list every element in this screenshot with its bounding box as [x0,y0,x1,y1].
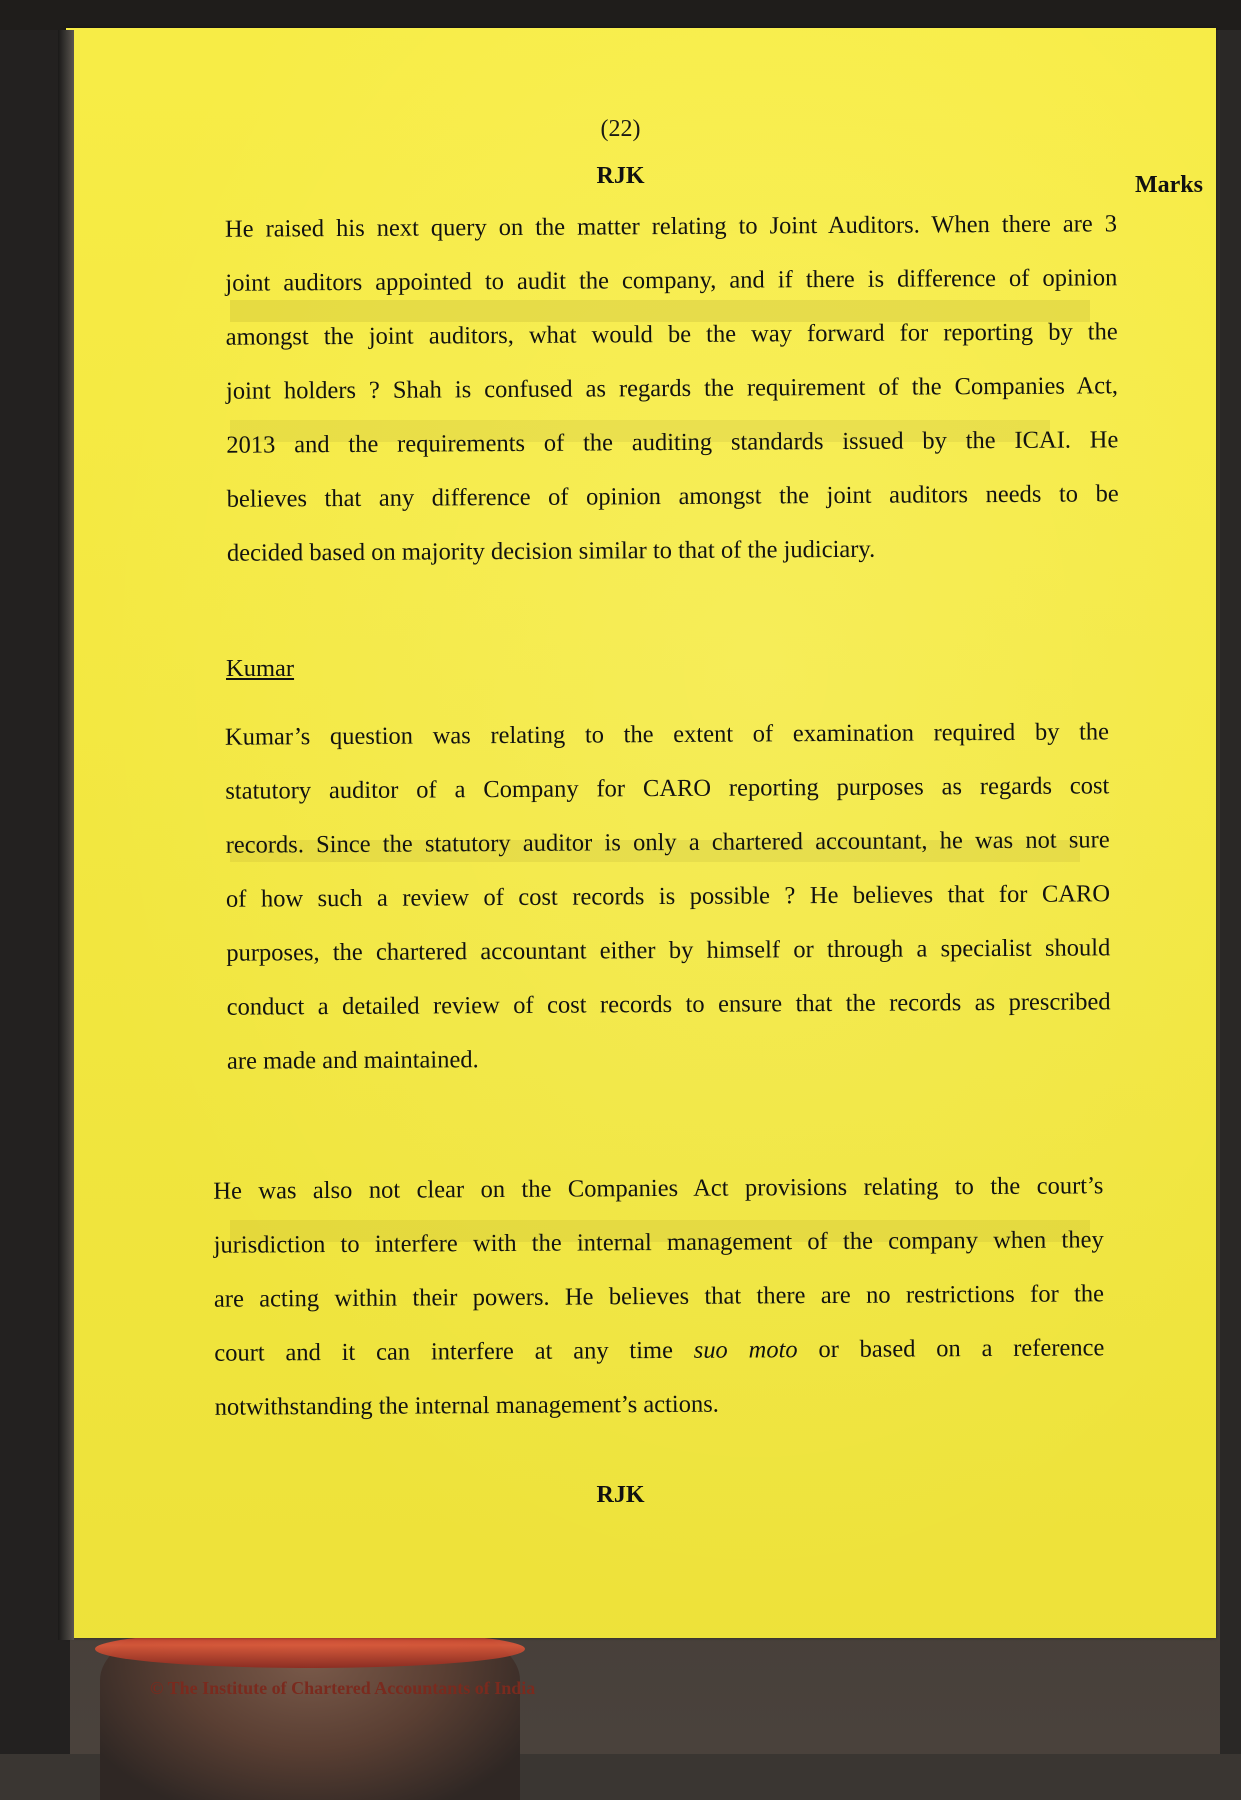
paper-edge-shadow [58,30,74,1640]
text-line: joint auditors appointed to audit the company, and if there is difference of opinion [225,264,1118,297]
header-code: RJK [596,163,645,189]
text-line: are acting within their powers. He believes that there are no restrictions for the [213,1280,1105,1313]
text-line: He raised his next query on the matter relating to Joint Auditors. When there are 3 [224,210,1118,243]
text-line: of how such a review of cost records is possible ? He believes that for CARO [225,880,1111,913]
section-heading-kumar: Kumar [226,655,295,682]
text-fragment: court and it can interfere at any time [214,1336,694,1367]
text-line: believes that any difference of opinion amongst the joint auditors needs to be [226,480,1119,513]
text-line: conduct a detailed review of cost records to ensure that the records as prescribed [226,988,1111,1021]
text-line: 2013 and the requirements of the auditing standards issued by the ICAI. He [226,426,1119,459]
text-line: are made and maintained. [226,1046,479,1075]
copyright-watermark: © The Institute of Chartered Accountants of India [150,1678,536,1698]
italic-term: suo moto [693,1336,798,1364]
text-line: He was also not clear on the Companies Act provisions relating to the court’s [213,1172,1104,1205]
text-line: amongst the joint auditors, what would be the way forward for reporting by the [225,318,1118,351]
page-number: (22) [600,116,641,142]
paragraph-caro-cost-records [225,705,1111,1088]
text-line: joint holders ? Shah is confused as regards the requirement of the Companies Act, [225,372,1119,405]
text-line: jurisdiction to interfere with the internal management of the company when they [213,1226,1104,1259]
text-line [214,1321,1104,1380]
paragraph-court-jurisdiction [213,1159,1105,1434]
text-line: decided based on majority decision similar to that of the judiciary. [226,535,876,567]
scanner-top-edge [0,0,1241,30]
text-line: Kumar’s question was relating to the extent of examination required by the [224,718,1110,751]
text-line: statutory auditor of a Company for CARO reporting purposes as regards cost [225,772,1110,805]
footer-code: RJK [596,1482,645,1508]
text-fragment: or based on a reference [797,1334,1105,1364]
text-line: purposes, the chartered accountant either by himself or through a specialist should [226,934,1111,967]
text-line: records. Since the statutory auditor is only a chartered accountant, he was not sure [225,826,1110,859]
paragraph-joint-auditors [225,197,1119,580]
text-line: notwithstanding the internal management’s actions. [214,1390,719,1421]
marks-column-label: Marks [1135,172,1203,198]
